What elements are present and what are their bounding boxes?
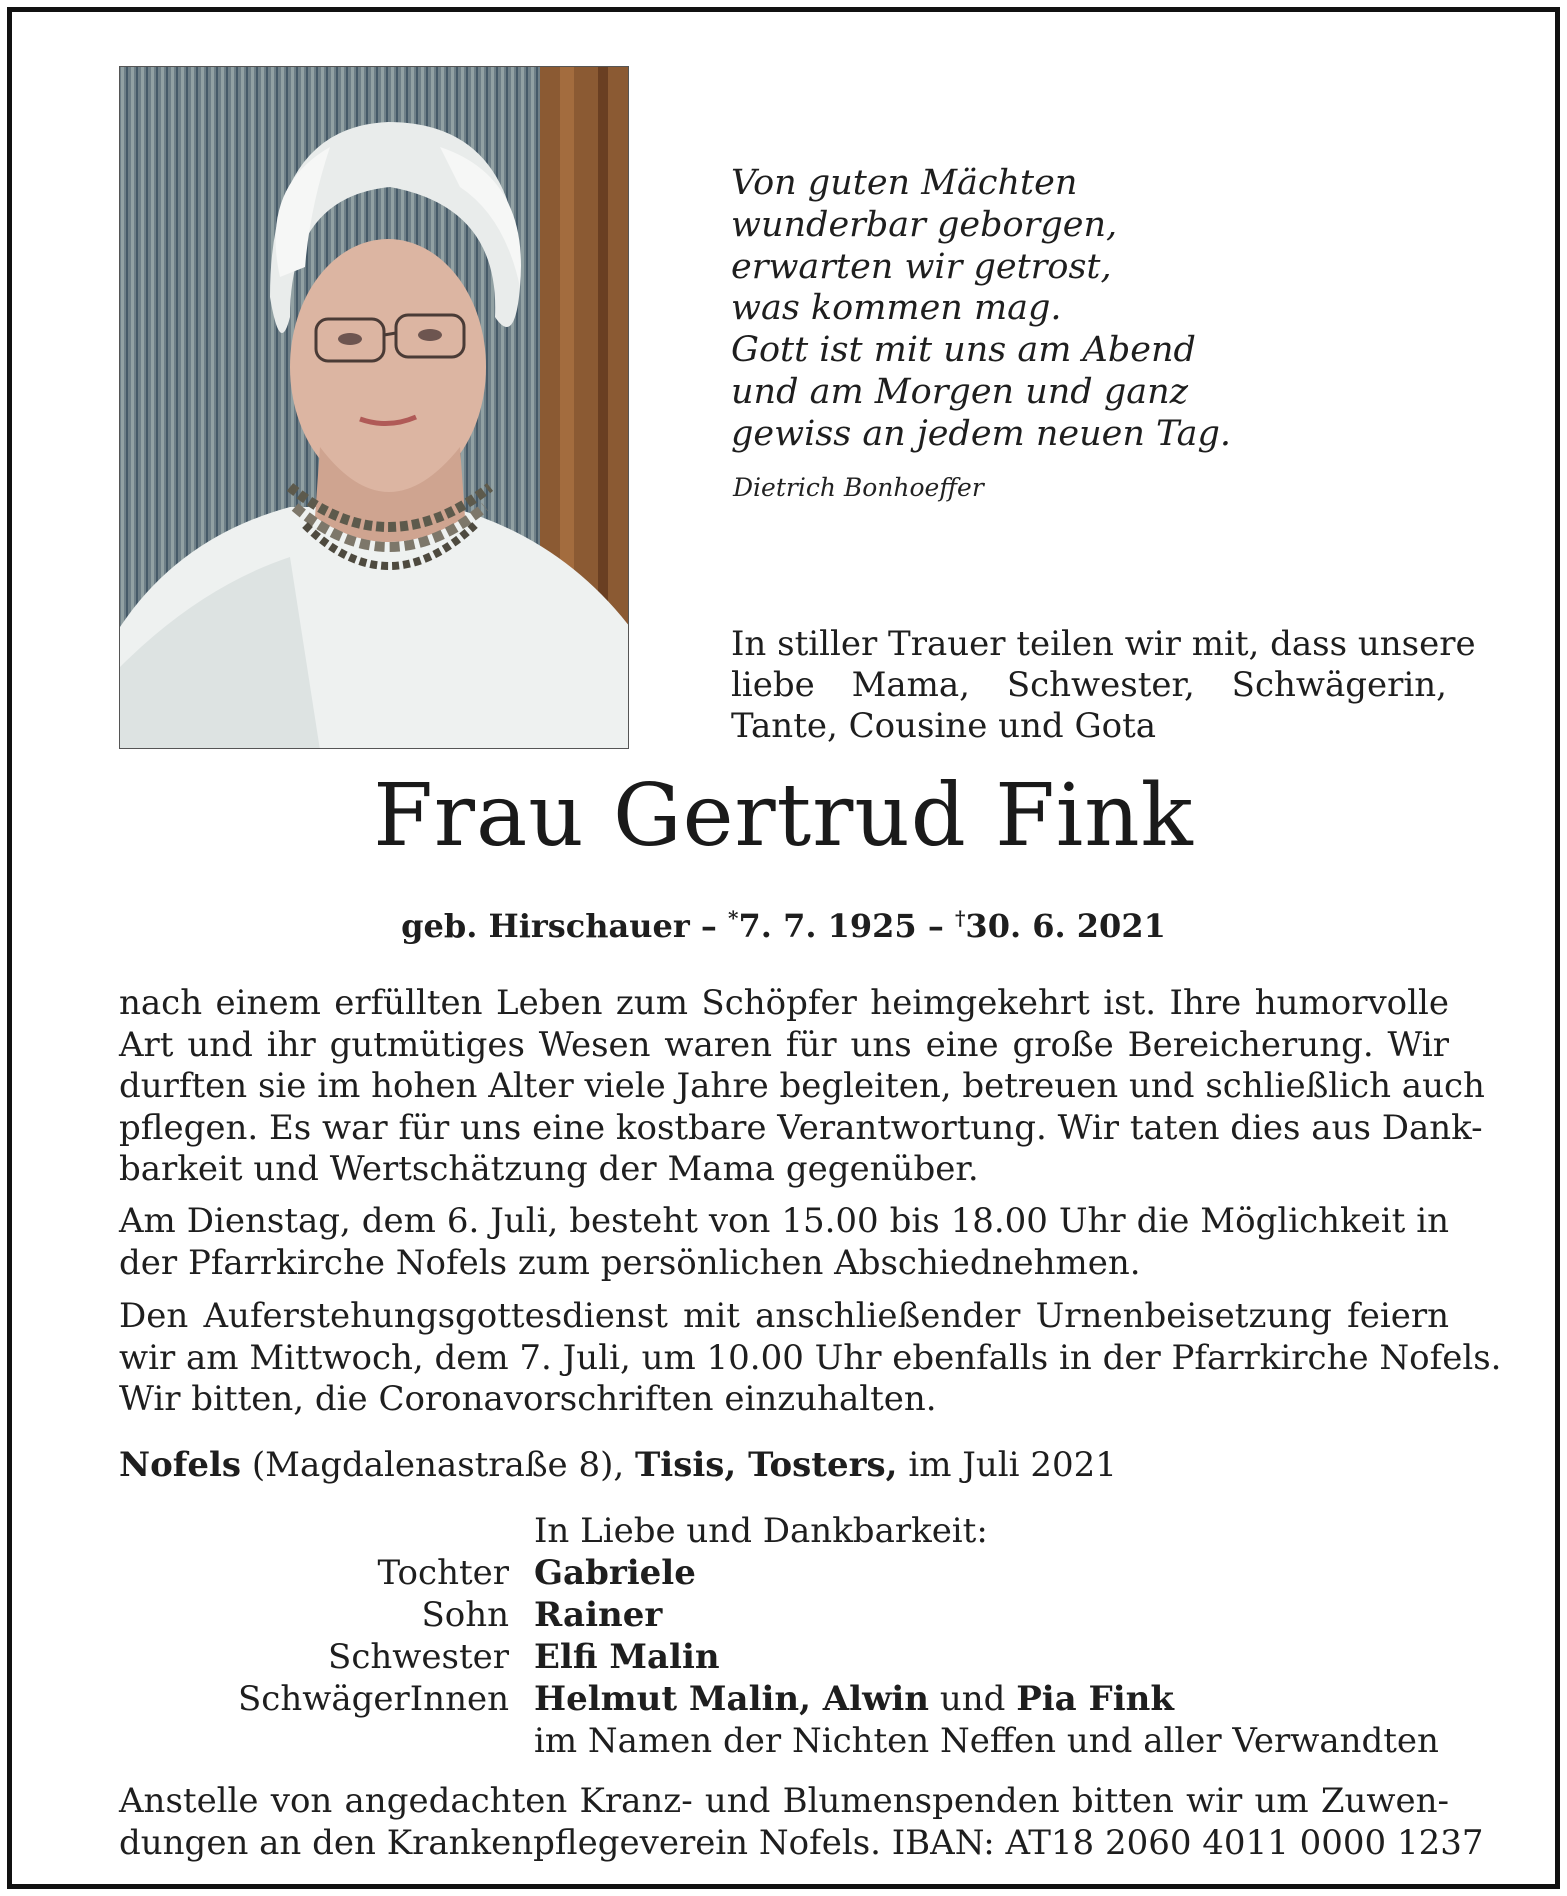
family-closing-row [0, 1720, 1567, 1762]
body-line: Art und ihr gutmütiges Wesen waren für uns eine große Bereicherung. Wir [119, 1024, 1449, 1065]
poem-line: gewiss an jedem neuen Tag. [731, 413, 1232, 454]
poem-line: erwarten wir getrost, [731, 246, 1112, 287]
place-date-line [119, 1445, 1117, 1485]
death-symbol: † [954, 906, 966, 930]
birth-name: geb. Hirschauer [401, 907, 690, 945]
family-heading-row [0, 1510, 1567, 1552]
family-closing: im Namen der Nichten Neffen und aller Verwandten [534, 1721, 1439, 1761]
family-row [0, 1552, 1567, 1594]
family-heading: In Liebe und Dankbarkeit: [534, 1511, 988, 1551]
donation-note [119, 1781, 1484, 1864]
body-line: Am Dienstag, dem 6. Juli, besteht von 15.00 bis 18.00 Uhr die Möglichkeit in [119, 1201, 1449, 1241]
deceased-name: Frau Gertrud Fink [373, 766, 1194, 866]
relative-name-text: Rainer [534, 1595, 663, 1635]
relation-label: Schwester [328, 1637, 509, 1677]
poem-line: wunderbar geborgen, [731, 204, 1118, 245]
body-line: nach einem erfüllten Leben zum Schöpfer heimgekehrt ist. Ihre humorvolle [119, 983, 1449, 1023]
relative-name-text: Helmut Malin, Alwin [534, 1679, 930, 1719]
family-row [0, 1594, 1567, 1636]
relative-name [534, 1594, 662, 1636]
birth-symbol: * [728, 906, 739, 930]
life-dates [0, 906, 1567, 945]
body-paragraph-3 [119, 1296, 1502, 1421]
body-line: barkeit und Wertschätzung der Mama gegenüber. [119, 1149, 979, 1189]
body-line: durften sie im hohen Alter viele Jahre begleiten, betreuen und schließlich auch [119, 1066, 1485, 1106]
poem-author: Dietrich Bonhoeffer [733, 473, 984, 502]
body-line: wir am Mittwoch, dem 7. Juli, um 10.00 Uhr ebenfalls in der Pfarrkirche Nofels. [119, 1337, 1502, 1378]
place-names: Tisis, Tosters, [634, 1445, 898, 1485]
portrait-image [120, 67, 629, 749]
address: (Magdalenastraße 8), [241, 1445, 635, 1485]
death-date: 30. 6. 2021 [965, 907, 1166, 945]
portrait-photo [119, 66, 629, 749]
relation-label: Tochter [377, 1553, 509, 1593]
relative-name-text: Gabriele [534, 1553, 696, 1593]
family-list [0, 1510, 1567, 1762]
relative-name-text: Pia Fink [1016, 1679, 1174, 1719]
family-row [0, 1636, 1567, 1678]
donation-line: Anstelle von angedachten Kranz- und Blumenspenden bitten wir um Zuwen- [119, 1781, 1449, 1821]
separator: – [927, 907, 944, 945]
relative-name-text: Elfi Malin [534, 1637, 720, 1677]
poem-line: Gott ist mit uns am Abend [731, 330, 1196, 371]
body-line: Den Auferstehungsgottesdienst mit anschließender Urnenbeisetzung feiern [119, 1296, 1449, 1336]
poem-line: Von guten Mächten [731, 163, 1078, 203]
relative-name [534, 1552, 696, 1594]
relative-name [534, 1636, 720, 1678]
relation-label: Sohn [421, 1595, 509, 1635]
intro-line: liebe Mama, Schwester, Schwägerin, [731, 665, 1447, 705]
family-row [0, 1678, 1567, 1720]
body-paragraph-2 [119, 1201, 1449, 1284]
poem-line: und am Morgen und ganz [731, 371, 1189, 412]
place-name: Nofels [119, 1445, 242, 1485]
separator: – [700, 907, 717, 945]
donation-line: dungen an den Krankenpflegeverein Nofels. IBAN: AT18 2060 4011 0000 1237 [119, 1822, 1484, 1863]
body-line: der Pfarrkirche Nofels zum persönlichen Abschiednehmen. [119, 1242, 1141, 1283]
joiner: und [929, 1679, 1017, 1719]
poem-line: was kommen mag. [731, 288, 1062, 329]
poem-quote [731, 163, 1231, 456]
relative-name [534, 1678, 1174, 1720]
intro-text [731, 624, 1476, 747]
body-paragraph-1 [119, 983, 1485, 1191]
date: im Juli 2021 [897, 1445, 1117, 1485]
relation-label: SchwägerInnen [238, 1679, 509, 1719]
body-line: pflegen. Es war für uns eine kostbare Verantwortung. Wir taten dies aus Dank- [119, 1107, 1483, 1148]
intro-line: In stiller Trauer teilen wir mit, dass unsere [731, 624, 1476, 664]
birth-date: 7. 7. 1925 [738, 907, 917, 945]
intro-line: Tante, Cousine und Gota [731, 706, 1157, 746]
body-line: Wir bitten, die Coronavorschriften einzuhalten. [119, 1379, 937, 1419]
